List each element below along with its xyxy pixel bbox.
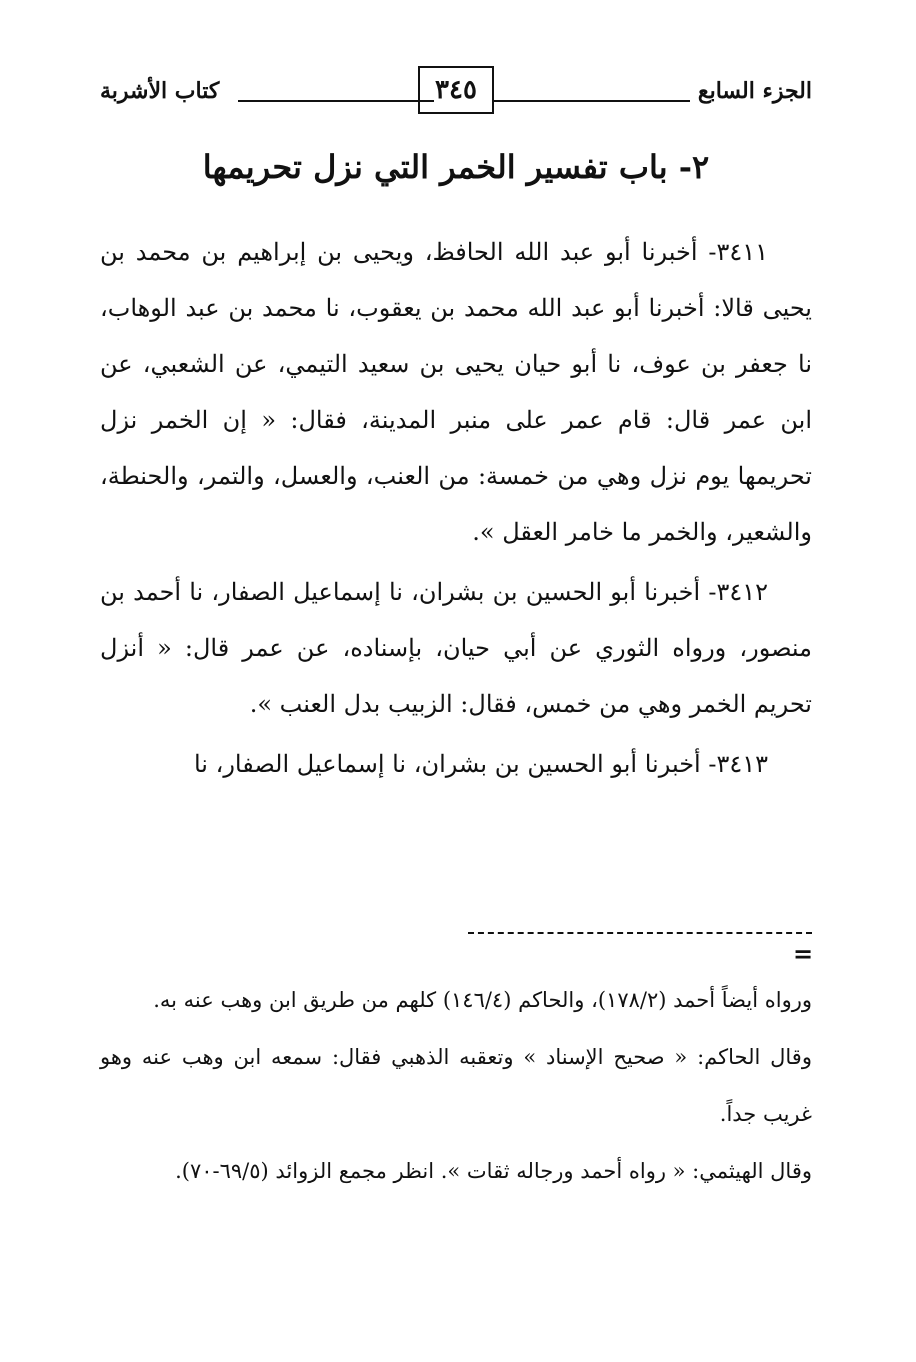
- volume-label: الجزء السابع: [697, 78, 812, 104]
- running-header: [100, 66, 812, 122]
- footnote-continuation-marker: =: [792, 939, 814, 968]
- hadith-paragraph: ٣٤١٢- أخبرنا أبو الحسين بن بشران، نا إسماعيل الصفار، نا أحمد بن منصور، ورواه الثوري عن أبي حيان، بإسناده، عن عمر قال: « أنزل تحريم الخمر وهي من خمس، فقال: الزبيب بدل العنب ».: [100, 578, 812, 718]
- hadith-paragraph: ٣٤١١- أخبرنا أبو عبد الله الحافظ، ويحيى بن إبراهيم بن محمد بن يحيى قالا: أخبرنا أبو عبد الله محمد بن يعقوب، نا محمد بن عبد الوهاب، نا جعفر بن عوف، نا أبو حيان يحيى بن سعيد التيمي، عن الشعبي، عن ابن عمر قال: قام عمر على منبر المدينة، فقال: « إن الخمر نزل تحريمها يوم نزل وهي من خمسة: من العنب، والعسل، والتمر، والحنطة، والشعير، والخمر ما خامر العقل ».: [100, 238, 812, 546]
- hadith-paragraph: ٣٤١٣- أخبرنا أبو الحسين بن بشران، نا إسماعيل الصفار، نا: [193, 750, 768, 778]
- main-text: [100, 224, 812, 796]
- chapter-title: ٢- باب تفسير الخمر التي نزل تحريمها: [202, 148, 710, 186]
- footnote-paragraph: وقال الحاكم: « صحيح الإسناد » وتعقبه الذهبي فقال: سمعه ابن وهب عنه وهو غريب جداً.: [100, 1045, 812, 1126]
- book-section-label: كتاب الأشربة: [100, 78, 220, 104]
- header-rule-left: [238, 100, 434, 102]
- footnote-paragraph: وقال الهيثمي: « رواه أحمد ورجاله ثقات ». انظر مجمع الزوائد (٦٩/٥-٧٠).: [175, 1159, 812, 1183]
- header-rule-right: [494, 100, 690, 102]
- footnote-paragraph: ورواه أيضاً أحمد (١٧٨/٢)، والحاكم (١٤٦/٤) كلهم من طريق ابن وهب عنه به.: [153, 988, 812, 1012]
- page-number: ٣٤٥: [418, 66, 494, 114]
- footnote-separator: [468, 932, 812, 934]
- footnotes: [100, 972, 812, 1200]
